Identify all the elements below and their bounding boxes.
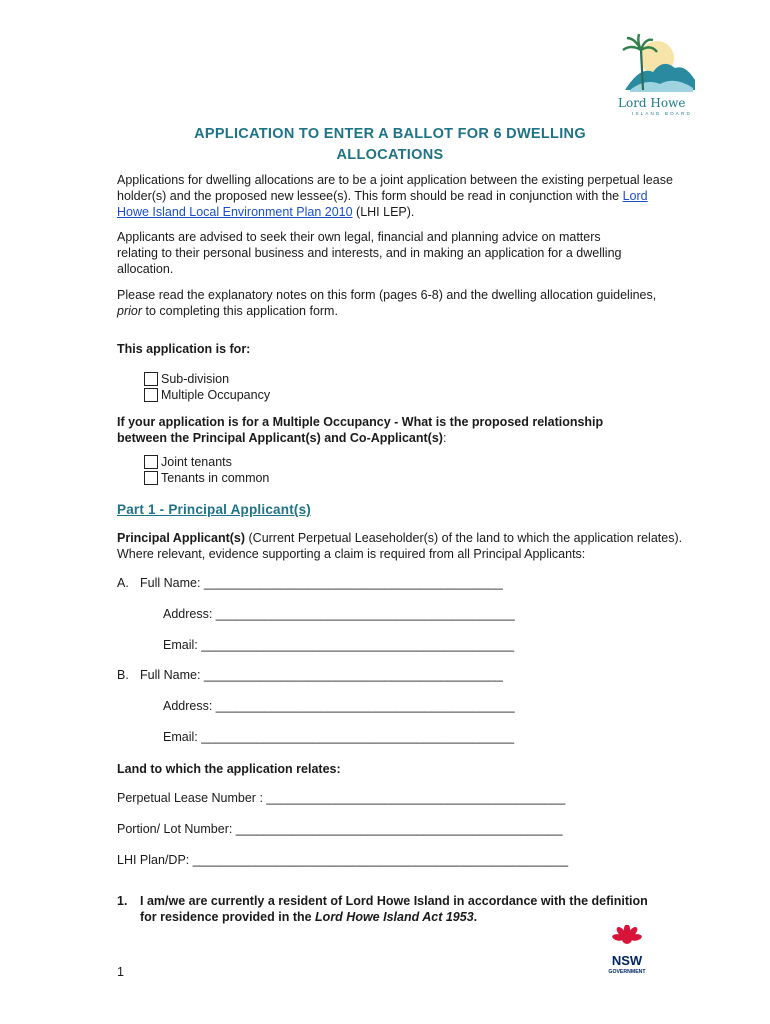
tenants-in-common-checkbox[interactable] bbox=[144, 471, 158, 485]
multiple-occupancy-label: Multiple Occupancy bbox=[161, 388, 271, 402]
option-sub-division[interactable] bbox=[144, 371, 229, 387]
part-1-description bbox=[117, 530, 707, 562]
tenants-in-common-label: Tenants in common bbox=[161, 471, 270, 485]
applicant-a-full-name-label: Full Name: ___________________________________________ bbox=[140, 576, 503, 590]
joint-tenants-label: Joint tenants bbox=[161, 455, 232, 469]
question-1-period: . bbox=[473, 910, 478, 924]
relationship-heading-text: If your application is for a Multiple Occupancy - What is the proposed relationship between the Principal Applicant(s) and Co-Applicant(s) bbox=[117, 415, 604, 445]
page-title bbox=[120, 124, 660, 166]
option-joint-tenants[interactable] bbox=[144, 454, 232, 470]
title-line-1: APPLICATION TO ENTER A BALLOT FOR 6 DWELLING bbox=[194, 126, 586, 142]
nsw-logo-name: NSW bbox=[611, 953, 643, 968]
option-tenants-in-common[interactable] bbox=[144, 470, 269, 486]
applicant-a-full-name-field[interactable] bbox=[117, 576, 503, 590]
part-1-desc-bold: Principal Applicant(s) bbox=[117, 531, 246, 545]
sub-division-label: Sub-division bbox=[161, 372, 230, 386]
intro-paragraph-1 bbox=[117, 172, 677, 220]
question-1-act-name: Lord Howe Island Act 1953 bbox=[315, 910, 474, 924]
part-1-heading: Part 1 - Principal Applicant(s) bbox=[117, 502, 311, 517]
applicant-a-letter: A. bbox=[117, 576, 129, 590]
question-1-number: 1. bbox=[117, 894, 128, 908]
perpetual-lease-number-field[interactable]: Perpetual Lease Number : ___________________________________________ bbox=[117, 791, 566, 805]
intro-p3-suffix: to completing this application form. bbox=[142, 304, 338, 318]
joint-tenants-checkbox[interactable] bbox=[144, 455, 158, 469]
part-1-desc-text: (Current Perpetual Leaseholder(s) of the land to which the application relates). Where relevant, evidence supporting a claim is required from all Principal Applicants: bbox=[117, 531, 683, 561]
lhi-lep-link[interactable]: Lord Howe Island Local Environment Plan 2010 bbox=[117, 189, 648, 219]
applicant-b-full-name-field[interactable] bbox=[117, 668, 503, 682]
intro-p1-suffix: (LHI LEP). bbox=[352, 205, 415, 219]
applicant-b-email-field[interactable]: Email: _____________________________________________ bbox=[163, 730, 515, 744]
applicant-b-letter: B. bbox=[117, 668, 129, 682]
intro-p1-text: Applications for dwelling allocations are to be a joint application between the existing perpetual lease holder(s) and the proposed new lessee(s). This form should be read in conjunction with the bbox=[117, 173, 673, 203]
question-1-text-main: I am/we are currently a resident of Lord Howe Island in accordance with the definition for residence provided in the bbox=[140, 894, 648, 924]
applicant-a-email-field[interactable]: Email: _____________________________________________ bbox=[163, 638, 515, 652]
logo-lhi-name: Lord Howe bbox=[618, 96, 686, 110]
logo-lhi-subtitle: ISLAND BOARD bbox=[632, 111, 692, 116]
intro-paragraph-3 bbox=[117, 287, 662, 319]
multiple-occupancy-checkbox[interactable] bbox=[144, 388, 158, 402]
applicant-a-address-field[interactable]: Address: ___________________________________________ bbox=[163, 607, 515, 621]
question-1-text bbox=[140, 893, 660, 925]
lhi-plan-dp-field[interactable]: LHI Plan/DP: ______________________________________________________ bbox=[117, 853, 569, 867]
intro-p3-text: Please read the explanatory notes on this form (pages 6-8) and the dwelling allocation guidelines, bbox=[117, 288, 657, 302]
land-heading: Land to which the application relates: bbox=[117, 762, 341, 776]
title-line-2: ALLOCATIONS bbox=[336, 147, 444, 163]
option-multiple-occupancy[interactable] bbox=[144, 387, 270, 403]
intro-paragraph-2: Applicants are advised to seek their own legal, financial and planning advice on matters relating to their personal business and interests, and in making an application for a dwelling allocation. bbox=[117, 230, 622, 276]
page-number: 1 bbox=[117, 965, 124, 979]
relationship-heading-colon: : bbox=[442, 431, 447, 445]
intro-p3-emphasis: prior bbox=[117, 304, 143, 318]
portion-lot-number-field[interactable]: Portion/ Lot Number: _______________________________________________ bbox=[117, 822, 563, 836]
sub-division-checkbox[interactable] bbox=[144, 372, 158, 386]
applicant-b-address-field[interactable]: Address: ___________________________________________ bbox=[163, 699, 515, 713]
nsw-government-logo bbox=[600, 925, 654, 977]
nsw-logo-subtitle: GOVERNMENT bbox=[608, 969, 646, 975]
application-for-heading: This application is for: bbox=[117, 342, 251, 356]
applicant-b-full-name-label: Full Name: ___________________________________________ bbox=[140, 668, 503, 682]
relationship-heading bbox=[117, 414, 617, 446]
